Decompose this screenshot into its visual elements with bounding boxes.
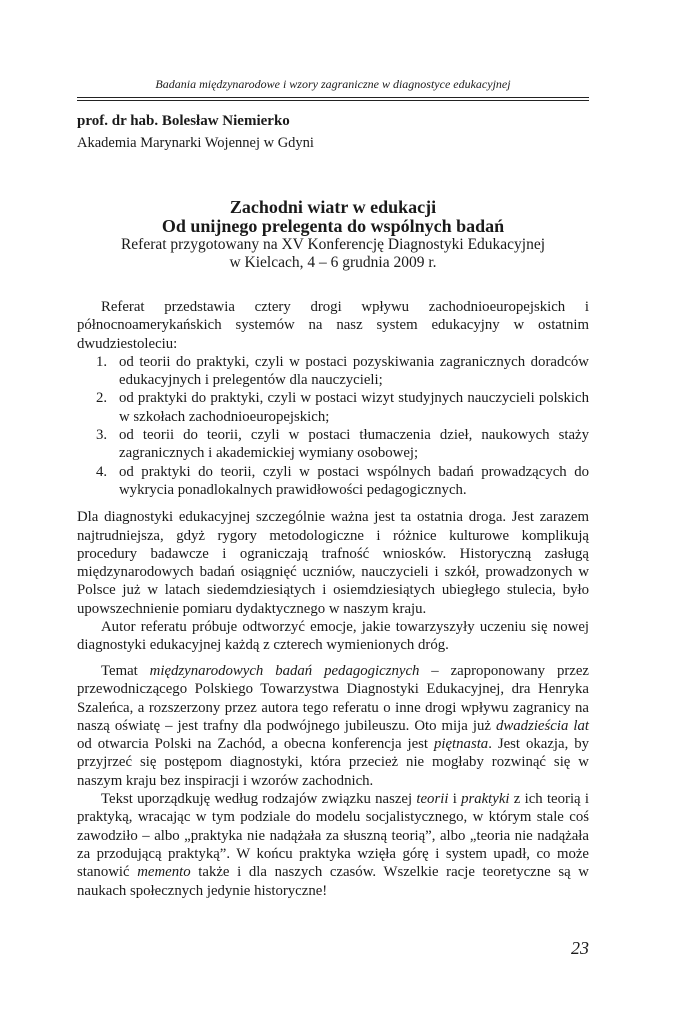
list-number: 1. <box>96 353 108 370</box>
list-item <box>77 426 589 463</box>
paragraph-2: Autor referatu próbuje odtworzyć emocje, jakie towarzyszyły uczeniu się nowej diagnostyki edukacyjnej każdą z czterech wymienionych dróg. <box>77 619 589 654</box>
list-text: od praktyki do praktyki, czyli w postaci wizyt studyjnych nauczycieli polskich w szkołach zachodnioeuropejskich; <box>119 390 589 425</box>
author-affiliation: Akademia Marynarki Wojennej w Gdyni <box>77 135 314 151</box>
list-text: od teorii do teorii, czyli w postaci tłumaczenia dzieł, naukowych staży zagranicznych i akademickiej wymiany osobowej; <box>119 427 589 462</box>
list-text: od praktyki do teorii, czyli w postaci wspólnych badań prowadzących do wykrycia ponadlokalnych prawidłowości pedagogicznych. <box>119 463 589 498</box>
list-text: od teorii do praktyki, czyli w postaci pozyskiwania zagranicznych doradców edukacyjnych i prelegentów dla nauczycieli; <box>119 353 589 389</box>
subtitle-line-1: Referat przygotowany na XV Konferencję Diagnostyki Edukacyjnej <box>120 236 546 253</box>
list-item <box>77 353 589 390</box>
paragraph-1: Dla diagnostyki edukacyjnej szczególnie ważna jest ta ostatnia droga. Jest zarazem najtrudniejsza, gdyż rygory metodologiczne i różnice kulturowe komplikują procedury badawcze i ograniczają trafność wniosków. Historyczną zasługą międzynarodowych badań osiągnięć uczniów, nauczycieli i szkół, prowadzonych w Polsce już w latach siedemdziesiątych i osiemdziesiątych ubiegłego stulecia, było upowszechnienie pomiaru dydaktycznego w naszym kraju. <box>77 509 589 617</box>
subtitle-line-2: w Kielcach, 4 – 6 grudnia 2009 r. <box>229 254 437 271</box>
running-head: Badania międzynarodowe i wzory zagraniczne w diagnostyce edukacyjnej <box>155 77 511 91</box>
main-section <box>77 662 589 900</box>
paragraph-3: Temat międzynarodowych badań pedagogicznych – zaproponowany przez przewodniczącego Polskiego Towarzystwa Diagnostyki Edukacyjnej, dra Henryka Szaleńca, a rozszerzony przez autora tego referatu o inne drogi wpływu zagranicy na naszą oświatę – jest trafny dla podwójnego jubileuszu. Oto mija już dwadzieścia lat od otwarcia Polski na Zachód, a obecna konferencja jest piętnasta. Jest okazja, by przyjrzeć się postępom diagnostyki, która przecież nie mogłaby rozwinąć się w naszym kraju bez inspiracji i wzorów zachodnich. <box>77 663 589 789</box>
author-name: prof. dr hab. Bolesław Niemierko <box>77 113 290 129</box>
list-item <box>77 463 589 500</box>
list-number: 3. <box>96 427 108 444</box>
intro-paragraph: Referat przedstawia cztery drogi wpływu zachodnioeuropejskich i północnoamerykańskich systemów na nasz system edukacyjny w ostatnim dwudziestoleciu: <box>77 299 589 352</box>
title-line-1: Zachodni wiatr w edukacji <box>229 197 437 217</box>
abstract-section <box>77 298 589 655</box>
page-number: 23 <box>571 938 589 958</box>
ways-list <box>77 353 589 499</box>
list-number: 4. <box>96 463 108 480</box>
paragraph-4: Tekst uporządkuję według rodzajów związku naszej teorii i praktyki z ich teorią i praktyką, wracając w tym podziale do modelu socjalistycznego, w którym stale coś zawodziło – albo „praktyka nie nadążała za słuszną teorią”, albo „teoria nie nadążała za przodującą praktyką”. W końcu praktyka wzięła górę i system upadł, co może stanowić memento także i dla naszych czasów. Wszelkie racje teoretyczne są w naukach społecznych jedynie historyczne! <box>77 791 589 899</box>
title-block <box>77 198 589 272</box>
header-rule-thick <box>77 97 589 98</box>
header-rule-thin <box>77 100 589 101</box>
title-line-2: Od unijnego prelegenta do wspólnych badań <box>161 216 505 236</box>
list-item <box>77 389 589 426</box>
list-number: 2. <box>96 390 108 407</box>
